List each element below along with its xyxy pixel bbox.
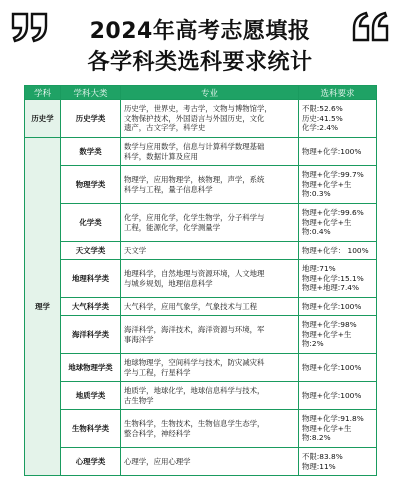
majors-cell: 海洋科学，海洋技术，海洋资源与环境，军 事海洋学 [121,316,299,354]
table-row [25,448,377,476]
page-title-line1: 2024年高考志愿填报 [89,19,311,44]
majors-cell: 地理科学，自然地理与资源环境，人文地理 与城乡规划，地理信息科学 [121,260,299,298]
table-row [25,316,377,354]
majors-cell: 天文学 [121,242,299,260]
table-row [25,242,377,260]
table-row [25,410,377,448]
page-title-line2: 各学科类选科要求统计 [87,50,313,75]
majors-cell: 心理学，应用心理学 [121,448,299,476]
requirements-cell: 物理+化学:100% [299,138,377,166]
table-row [25,166,377,204]
majors-cell: 大气科学，应用气象学，气象技术与工程 [121,298,299,316]
table-row [25,138,377,166]
requirements-cell: 物理+化学： 100% [299,242,377,260]
requirements-cell: 不限:83.8% 物理:11% [299,448,377,476]
table-row [25,260,377,298]
subject-requirements-table [24,85,377,476]
table-row [25,354,377,382]
column-header-subject: 学科 [25,86,61,100]
category-cell: 大气科学类 [61,298,121,316]
category-cell: 数学类 [61,138,121,166]
table-row [25,298,377,316]
requirements-cell: 物理+化学:98% 物理+化学+生 物:2% [299,316,377,354]
majors-cell: 地球物理学，空间科学与技术，防灾减灾科 学与工程，行星科学 [121,354,299,382]
table-row [25,204,377,242]
category-cell: 物理学类 [61,166,121,204]
majors-cell: 地质学，地球化学，地球信息科学与技术， 古生物学 [121,382,299,410]
majors-cell: 物理学，应用物理学，核物理，声学，系统 科学与工程，量子信息科学 [121,166,299,204]
category-cell: 天文学类 [61,242,121,260]
requirements-cell: 不限:52.6% 历史:41.5% 化学:2.4% [299,100,377,138]
subject-cell: 历史学 [25,100,61,138]
column-header-requirements: 选科要求 [299,86,377,100]
category-cell: 地球物理学类 [61,354,121,382]
requirements-cell: 物理+化学:100% [299,354,377,382]
category-cell: 化学类 [61,204,121,242]
column-header-category: 学科大类 [61,86,121,100]
table-header-row [25,86,377,100]
requirements-cell: 物理+化学:100% [299,298,377,316]
category-cell: 历史学类 [61,100,121,138]
requirements-cell: 物理+化学:99.6% 物理+化学+生 物:0.4% [299,204,377,242]
category-cell: 心理学类 [61,448,121,476]
requirements-cell: 物理+化学:91.8% 物理+化学+生 物:8.2% [299,410,377,448]
category-cell: 海洋科学类 [61,316,121,354]
majors-cell: 化学，应用化学，化学生物学，分子科学与 工程，能源化学，化学测量学 [121,204,299,242]
requirements-cell: 物理+化学:100% [299,382,377,410]
category-cell: 生物科学类 [61,410,121,448]
subject-cell: 理学 [25,138,61,476]
requirements-cell: 物理+化学:99.7% 物理+化学+生 物:0.3% [299,166,377,204]
category-cell: 地理科学类 [61,260,121,298]
category-cell: 地质学类 [61,382,121,410]
table-row [25,382,377,410]
majors-cell: 生物科学，生物技术，生物信息学生态学， 整合科学，神经科学 [121,410,299,448]
column-header-majors: 专业 [121,86,299,100]
majors-cell: 历史学，世界史，考古学，文物与博物馆学， 文物保护技术，外国语言与外国历史，文化 遗产，古文字学，科学史 [121,100,299,138]
requirements-cell: 地理:71% 物理+化学:15.1% 物理+地理:7.4% [299,260,377,298]
table-row [25,100,377,138]
majors-cell: 数学与应用数学，信息与计算科学数理基础 科学，数据计算及应用 [121,138,299,166]
